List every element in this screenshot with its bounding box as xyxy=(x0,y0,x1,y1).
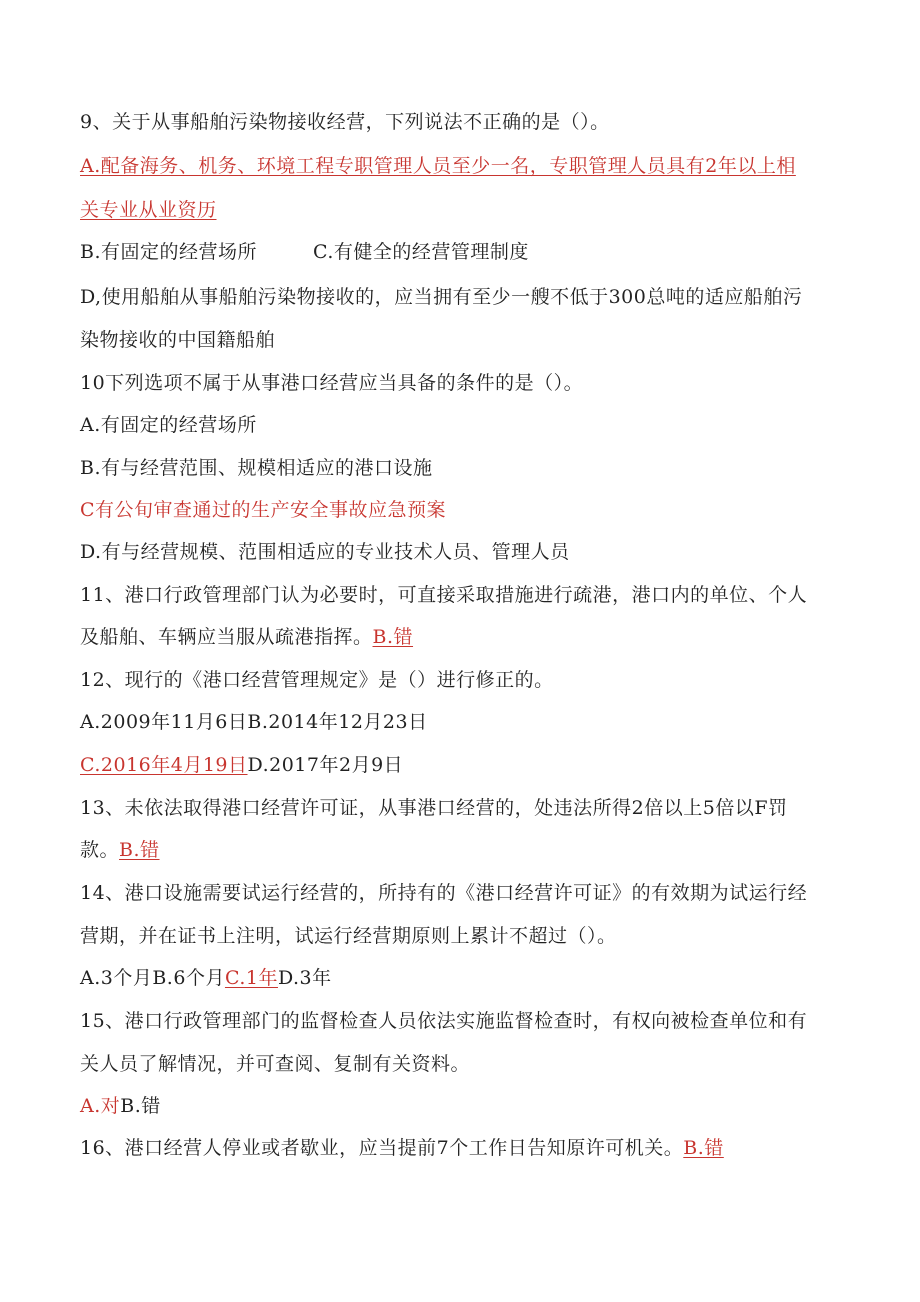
question-9-option-a-answer: A.配备海务、机务、环境工程专职管理人员至少一名，专职管理人员具有2年以上相 xyxy=(80,155,796,177)
question-13-continued: 款。B.错 xyxy=(80,839,160,861)
question-14-options: A.3个月B.6个月C.1年D.3年 xyxy=(80,967,332,989)
question-14-answer: C.1年 xyxy=(224,967,278,989)
question-15-continued: 关人员了解情况，并可查阅、复制有关资料。 xyxy=(80,1053,471,1075)
question-10-option-a: A.有固定的经营场所 xyxy=(80,414,257,436)
question-12-options-a-b: A.2009年11月6日B.2014年12月23日 xyxy=(80,711,428,733)
question-9-option-d-continued: 染物接收的中国籍船舶 xyxy=(80,329,276,351)
question-10-option-c-answer: C有公旬审查通过的生产安全事故应急预案 xyxy=(80,499,447,521)
question-11-answer: B.错 xyxy=(372,626,414,648)
question-15: 15、港口行政管理部门的监督检查人员依法实施监督检查时，有权向被检查单位和有 xyxy=(80,1010,808,1032)
question-11: 11、港口行政管理部门认为必要时，可直接采取措施进行疏港，港口内的单位、个人 xyxy=(80,584,808,606)
question-9-option-a-continued: 关专业从业资历 xyxy=(80,199,217,221)
question-14: 14、港口设施需要试运行经营的，所持有的《港口经营许可证》的有效期为试运行经 xyxy=(80,882,808,904)
question-9-options-b-c: B.有固定的经营场所 C.有健全的经营管理制度 xyxy=(80,241,529,263)
question-10-option-b: B.有与经营范围、规模相适应的港口设施 xyxy=(80,457,433,479)
question-10-option-d: D.有与经营规模、范围相适应的专业技术人员、管理人员 xyxy=(80,541,570,563)
question-11-continued: 及船舶、车辆应当服从疏港指挥。B.错 xyxy=(80,626,414,648)
question-9: 9、关于从事船舶污染物接收经营，下列说法不正确的是（）。 xyxy=(80,111,610,133)
question-12-answer: C.2016年4月19日 xyxy=(80,754,248,776)
question-10: 10下列选项不属于从事港口经营应当具备的条件的是（）。 xyxy=(80,372,584,394)
question-15-answer: A.对 xyxy=(80,1095,121,1117)
question-9-option-d: D,使用船舶从事船舶污染物接收的，应当拥有至少一艘不低于300总吨的适应船舶污 xyxy=(80,286,803,308)
question-14-continued: 营期，并在证书上注明，试运行经营期原则上累计不超过（）。 xyxy=(80,925,617,947)
question-13-answer: B.错 xyxy=(119,839,160,861)
question-16-answer: B.错 xyxy=(683,1137,724,1159)
question-12-options-c-d: C.2016年4月19日D.2017年2月9日 xyxy=(80,754,404,776)
question-16: 16、港口经营人停业或者歇业，应当提前7个工作日告知原许可机关。B.错 xyxy=(80,1137,724,1159)
question-12: 12、现行的《港口经营管理规定》是（）进行修正的。 xyxy=(80,669,554,691)
question-15-options: A.对B.错 xyxy=(80,1095,161,1117)
question-13: 13、未依法取得港口经营许可证，从事港口经营的，处违法所得2倍以上5倍以F罚 xyxy=(80,797,788,819)
